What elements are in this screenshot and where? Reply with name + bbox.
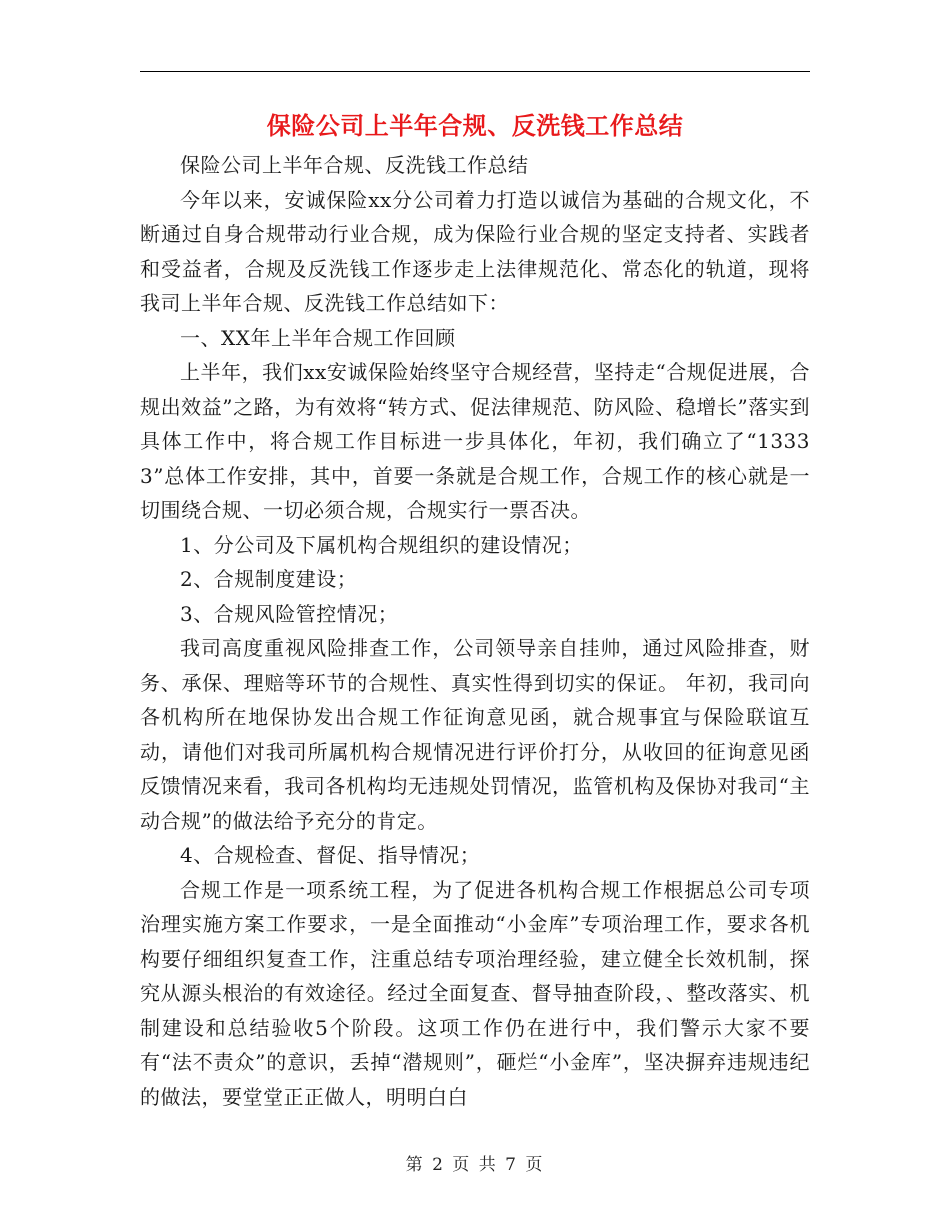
header-rule	[140, 71, 810, 72]
list-item-4: 4、合规检查、督促、指导情况；	[180, 843, 481, 867]
paragraph-risk-check: 我司高度重视风险排查工作，公司领导亲自挂帅，通过风险排查，财务、承保、理赔等环节的合规性、真实性得到切实的保证。 年初，我司向各机构所在地保协发出合规工作征询意见函，就合规事宜与保险联谊互动，请他们对我司所属机构合规情况进行评价打分，从收回的征询意见函反馈情况来看，我司各机构均无违规处罚情况，监管机构及保协对我司“主动合规”的做法给予充分的肯定。	[140, 636, 810, 833]
page-footer: 第 2 页 共 7 页	[405, 1155, 545, 1175]
document-body	[140, 148, 810, 1114]
list-item-3: 3、合规风险管控情况；	[180, 601, 399, 626]
section-heading-review: 一、XX年上半年合规工作回顾	[180, 325, 456, 350]
list-item-2: 2、合规制度建设；	[180, 567, 358, 591]
paragraph-intro: 今年以来，安诚保险xx分公司着力打造以诚信为基础的合规文化，不断通过自身合规带动行业合规，成为保险行业合规的坚定支持者、实践者和受益者，合规及反洗钱工作逐步走上法律规范化、常态化的轨道，现将我司上半年合规、反洗钱工作总结如下：	[140, 187, 810, 315]
paragraph-system-project: 合规工作是一项系统工程，为了促进各机构合规工作根据总公司专项治理实施方案工作要求，一是全面推动“小金库”专项治理工作，要求各机构要仔细组织复查工作，注重总结专项治理经验，建立健全长效机制，探究从源头根治的有效途径。经过全面复查、督导抽查阶段，、整改落实、机制建设和总结验收5个阶段。这项工作仍在进行中，我们警示大家不要有“法不责众”的意识，丢掉“潜规则”，砸烂“小金库”，坚决摒弃违规违纪的做法，要堂堂正正做人，明明白白	[140, 877, 810, 1109]
list-item-1: 1、分公司及下属机构合规组织的建设情况；	[180, 532, 583, 557]
document-title: 保险公司上半年合规、反洗钱工作总结	[266, 111, 684, 140]
paragraph-first-half: 上半年，我们xx安诚保险始终坚守合规经营，坚持走“合规促进展，合规出效益”之路，为有效将“转方式、促法律规范、防风险、稳增长”落实到具体工作中，将合规工作目标进一步具体化，年初，我们确立了“13333”总体工作安排，其中，首要一条就是合规工作，合规工作的核心就是一切围绕合规、一切必须合规，合规实行一票否决。	[140, 360, 810, 522]
paragraph-subtitle: 保险公司上半年合规、反洗钱工作总结	[180, 153, 529, 177]
